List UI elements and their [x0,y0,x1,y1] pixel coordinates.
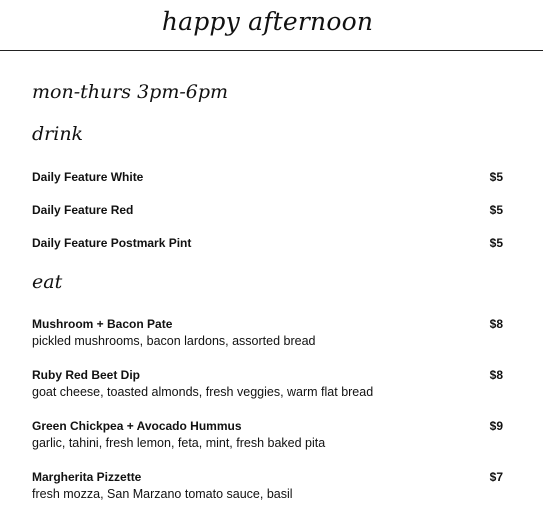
hours-heading: mon-thurs 3pm-6pm [32,81,229,103]
menu-item-name: Daily Feature Postmark Pint [32,236,192,250]
menu-item-price: $8 [489,368,503,382]
menu-item-row [32,418,503,436]
menu-item-price: $5 [489,236,503,250]
menu-item-name: Daily Feature White [32,170,144,184]
menu-item-description: pickled mushrooms, bacon lardons, assorted bread [32,334,316,348]
menu-item-description: fresh mozza, San Marzano tomato sauce, basil [32,487,293,501]
menu-item-description: goat cheese, toasted almonds, fresh veggies, warm flat bread [32,385,374,399]
drink-section-heading: drink [32,123,84,145]
menu-item-row [32,469,503,487]
menu-item-description: garlic, tahini, fresh lemon, feta, mint, fresh baked pita [32,436,326,450]
page-title: happy afternoon [161,7,374,36]
menu-item-price: $5 [489,203,503,217]
menu-item-name: Margherita Pizzette [32,470,142,484]
menu-item-price: $8 [489,317,503,331]
menu-item-price: $7 [489,470,503,484]
menu-item-name: Daily Feature Red [32,203,134,217]
menu-item-price: $9 [489,419,503,433]
menu-item-name: Green Chickpea + Avocado Hummus [32,419,242,433]
eat-section-heading: eat [32,271,63,293]
menu-item-row [32,235,503,253]
menu-item-row [32,316,503,334]
page-header [0,0,543,51]
menu-item-row [32,169,503,187]
menu-item-row [32,367,503,385]
menu-item-name: Ruby Red Beet Dip [32,368,141,382]
menu-item-name: Mushroom + Bacon Pate [32,317,173,331]
menu-item-price: $5 [489,170,503,184]
menu-item-row [32,202,503,220]
